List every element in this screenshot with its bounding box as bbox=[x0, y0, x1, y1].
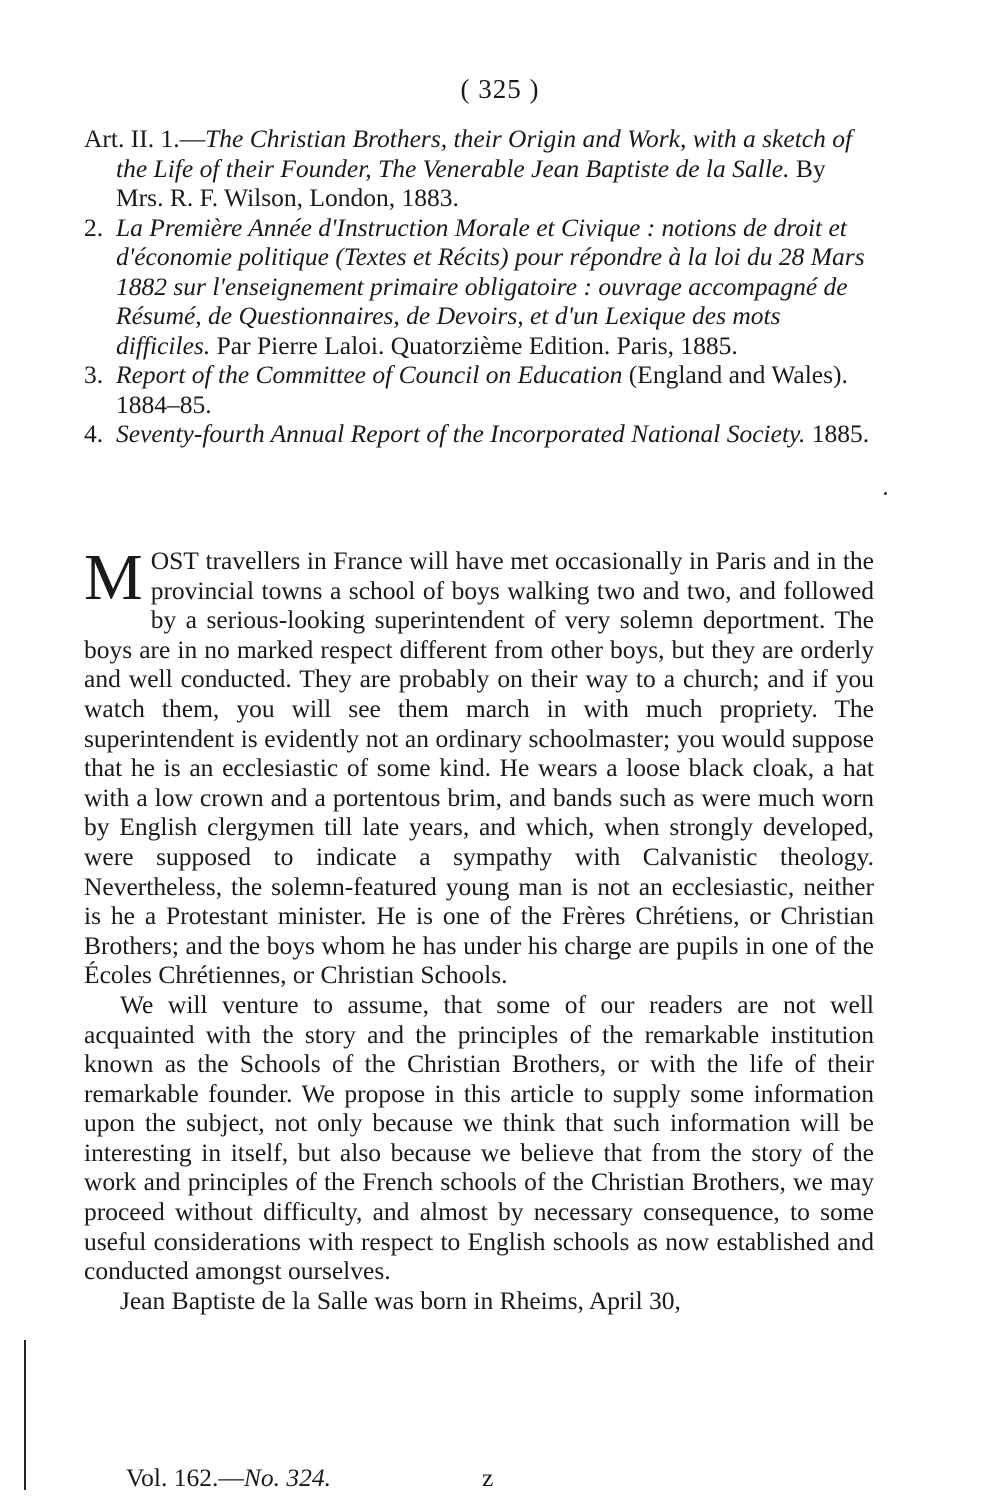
stray-mark bbox=[884, 492, 887, 495]
reference-item bbox=[84, 360, 874, 419]
drop-cap: M bbox=[84, 541, 143, 614]
paragraph: We will venture to assume, that some of our readers are not well acquainted with the story and the principles of the remarkable institution known as the Schools of the Christian Brothers, or with the life of their remarkable founder. We propose in this article to supply some information upon the subject, not only because we think that such information will be interesting in itself, but also because we believe that from the story of the work and principles of the French schools of the Christian Brothers, we may proceed without difficulty, and almost by necessary consequence, to some useful considerations with respect to English schools as now established and conducted amongst ourselves. bbox=[84, 989, 874, 1286]
reference-details: Par Pierre Laloi. Quatorzième Edition. Paris, 1885. bbox=[210, 330, 738, 360]
reference-item bbox=[84, 419, 874, 449]
paragraph-text: travellers in France will have met occasionally in Paris and in the provincial towns a school of boys walking two and two, and followed by a serious-looking superintendent of very solemn deportment. The boys are in no marked respect different from other boys, but they are orderly and well conducted. They are probably on their way to a church; and if you watch them, you will see them march in with much propriety. The superintendent is evidently not an ordinary schoolmaster; you would suppose that he is an ecclesiastic of some kind. He wears a loose black cloak, a hat with a low crown and a portentous brim, and bands such as were much worn by English clergymen till late years, and which, when strongly developed, were supposed to indicate a sympathy with Calvanistic theology. Nevertheless, the solemn-featured young man is not an ecclesiastic, neither is he a Protestant minister. He is one of the Frères Chrétiens, or Christian Brothers; and the boys whom he has under his charge are pupils in one of the Écoles Chrétiennes, or Christian Schools. bbox=[84, 546, 874, 990]
references-list bbox=[84, 124, 874, 449]
first-word: OST bbox=[150, 546, 199, 575]
reference-number: 1.— bbox=[160, 124, 206, 153]
reference-title: Seventy-fourth Annual Report of the Incorporated National Society. bbox=[116, 419, 806, 448]
reference-details: (England and Wales). 1884–85. bbox=[116, 360, 848, 419]
reference-details: 1885. bbox=[805, 419, 870, 448]
issue-number: No. 324. bbox=[243, 1463, 331, 1492]
reference-number: 3. bbox=[84, 360, 104, 389]
footer bbox=[126, 1464, 506, 1492]
reference-item bbox=[84, 124, 874, 213]
signature-mark: z bbox=[482, 1463, 494, 1492]
paragraph: Jean Baptiste de la Salle was born in Rheims, April 30, bbox=[120, 1285, 681, 1315]
page-number: ( 325 ) bbox=[460, 74, 540, 104]
reference-article-label: Art. II. bbox=[84, 124, 155, 153]
margin-rule bbox=[24, 1340, 26, 1490]
reference-title: The Christian Brothers, their Origin and Work, with a sketch of the Life of their Founder, The Venerable Jean Baptiste de la Salle. bbox=[116, 124, 853, 183]
reference-details: By Mrs. R. F. Wilson, London, 1883. bbox=[116, 153, 826, 212]
article-body bbox=[84, 541, 874, 1315]
volume-label: Vol. 162.— bbox=[126, 1463, 244, 1492]
reference-title: La Première Année d'Instruction Morale et Civique : notions de droit et d'économie politique (Textes et Récits) pour répondre à la loi du 28 Mars 1882 sur l'enseignement primaire obligatoire : ouvrage accompagné de Résumé, de Questionnaires, de Devoirs, et d'un Lexique des mots difficiles. bbox=[116, 212, 865, 360]
reference-item bbox=[84, 213, 874, 361]
reference-number: 2. bbox=[84, 212, 104, 242]
paragraph bbox=[84, 541, 874, 990]
reference-number: 4. bbox=[84, 419, 104, 448]
reference-title: Report of the Committee of Council on Education bbox=[116, 360, 623, 389]
